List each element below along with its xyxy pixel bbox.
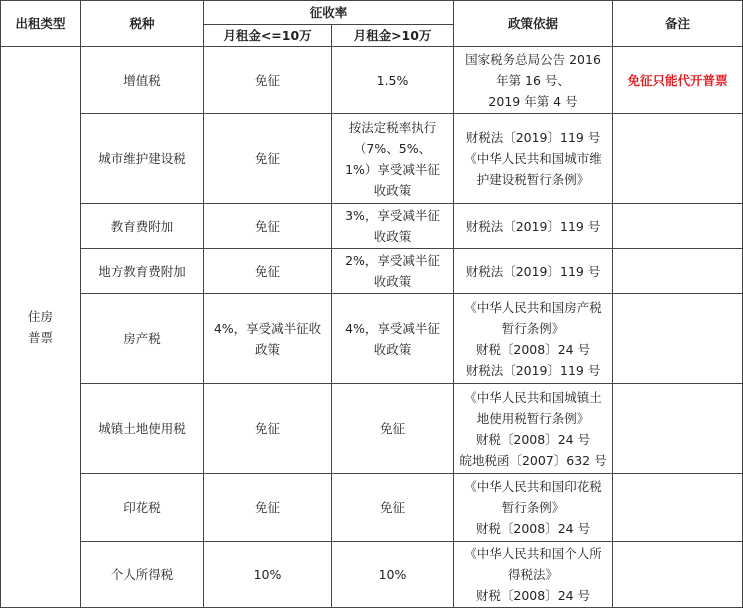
rate-high-cell: 1.5% [332, 47, 454, 114]
cell-line: 得税法》 [508, 567, 559, 582]
cell-line: 《中华人民共和国房产税 [464, 299, 602, 315]
rate-low-cell: 免征 [204, 384, 332, 474]
cell-line: 收政策 [373, 274, 412, 289]
header-policy: 政策依据 [454, 1, 613, 47]
rate-high-cell: 免征 [332, 474, 454, 542]
group-label-cell [1, 47, 81, 608]
cell-line: （7%、5%、 [353, 140, 432, 156]
rate-low-cell [204, 294, 332, 384]
cell-line: 《中华人民共和国印花税 [464, 479, 602, 494]
policy-cell [454, 542, 613, 608]
remark-cell [613, 204, 743, 249]
cell-line: 财税法〔2019〕119 号 [465, 130, 601, 145]
group-label-line1: 住房 [27, 309, 53, 324]
table-row [1, 542, 743, 608]
rate-high-cell [332, 249, 454, 294]
remark-cell [613, 114, 743, 204]
tax-name-cell: 地方教育费附加 [81, 249, 204, 294]
cell-line: 暂行条例》 [501, 320, 565, 336]
table-row [1, 294, 743, 384]
cell-line: 暂行条例》 [501, 500, 565, 515]
cell-line: 1%）享受减半征 [345, 161, 440, 177]
table-body [1, 47, 743, 608]
cell-line: 2019 年第 4 号 [488, 93, 578, 109]
cell-line: 收政策 [373, 341, 412, 357]
cell-line: 国家税务总局公告 2016 [465, 51, 601, 67]
header-tax-type: 税种 [81, 1, 204, 47]
cell-line: 财税〔2008〕24 号 [475, 588, 591, 603]
rate-low-cell: 免征 [204, 114, 332, 204]
rate-high-cell: 免征 [332, 384, 454, 474]
remark-cell [613, 249, 743, 294]
header-rate-high: 月租金>10万 [332, 25, 454, 47]
tax-name-cell: 城镇土地使用税 [81, 384, 204, 474]
policy-cell [454, 204, 613, 249]
policy-cell [454, 384, 613, 474]
rate-low-cell: 免征 [204, 204, 332, 249]
policy-cell [454, 249, 613, 294]
tax-name-cell: 印花税 [81, 474, 204, 542]
cell-line: 《中华人民共和国个人所 [464, 546, 602, 561]
policy-cell [454, 47, 613, 114]
tax-name-cell: 房产税 [81, 294, 204, 384]
cell-line: 3%，享受减半征 [345, 208, 440, 223]
remark-cell [613, 542, 743, 608]
rate-low-cell: 10% [204, 542, 332, 608]
cell-line: 皖地税函〔2007〕632 号 [459, 452, 607, 468]
table-row [1, 114, 743, 204]
remark-cell [613, 384, 743, 474]
tax-name-cell: 个人所得税 [81, 542, 204, 608]
header-rental-type: 出租类型 [1, 1, 81, 47]
cell-line: 年第 16 号、 [496, 72, 570, 88]
rate-high-cell [332, 204, 454, 249]
cell-line: 财税法〔2019〕119 号 [465, 218, 601, 234]
cell-line: 护建设税暂行条例》 [476, 172, 590, 187]
rate-high-cell [332, 294, 454, 384]
header-rate-low: 月租金<=10万 [204, 25, 332, 47]
table-row [1, 384, 743, 474]
remark-cell: 免征只能代开普票 [613, 47, 743, 114]
tax-name-cell: 教育费附加 [81, 204, 204, 249]
rate-high-cell [332, 114, 454, 204]
remark-cell [613, 474, 743, 542]
cell-line: 财税法〔2019〕119 号 [465, 362, 601, 378]
cell-line: 政策 [254, 341, 280, 357]
rate-low-cell: 免征 [204, 474, 332, 542]
rate-high-cell: 10% [332, 542, 454, 608]
cell-line: 财税〔2008〕24 号 [475, 341, 591, 357]
table-row [1, 47, 743, 114]
policy-cell [454, 474, 613, 542]
policy-cell [454, 114, 613, 204]
cell-line: 《中华人民共和国城镇土 [464, 389, 602, 405]
policy-cell [454, 294, 613, 384]
table-row [1, 474, 743, 542]
cell-line: 2%，享受减半征 [345, 253, 440, 268]
header-remark: 备注 [613, 1, 743, 47]
cell-line: 4%，享受减半征 [345, 320, 440, 336]
table-row [1, 204, 743, 249]
cell-line: 《中华人民共和国城市维 [464, 151, 602, 166]
group-label-line2: 普票 [27, 330, 53, 345]
cell-line: 财税法〔2019〕119 号 [465, 263, 601, 279]
remark-cell [613, 294, 743, 384]
cell-line: 地使用税暂行条例》 [476, 410, 590, 426]
cell-line: 收政策 [373, 229, 412, 244]
rate-low-cell: 免征 [204, 249, 332, 294]
tax-name-cell: 增值税 [81, 47, 204, 114]
table-row [1, 249, 743, 294]
cell-line: 财税〔2008〕24 号 [475, 521, 591, 536]
cell-line: 按法定税率执行 [348, 119, 437, 135]
tax-name-cell: 城市维护建设税 [81, 114, 204, 204]
cell-line: 4%，享受减半征收 [213, 320, 322, 336]
cell-line: 收政策 [373, 182, 412, 198]
cell-line: 财税〔2008〕24 号 [475, 431, 591, 447]
header-rate: 征收率 [204, 1, 454, 25]
rate-low-cell: 免征 [204, 47, 332, 114]
